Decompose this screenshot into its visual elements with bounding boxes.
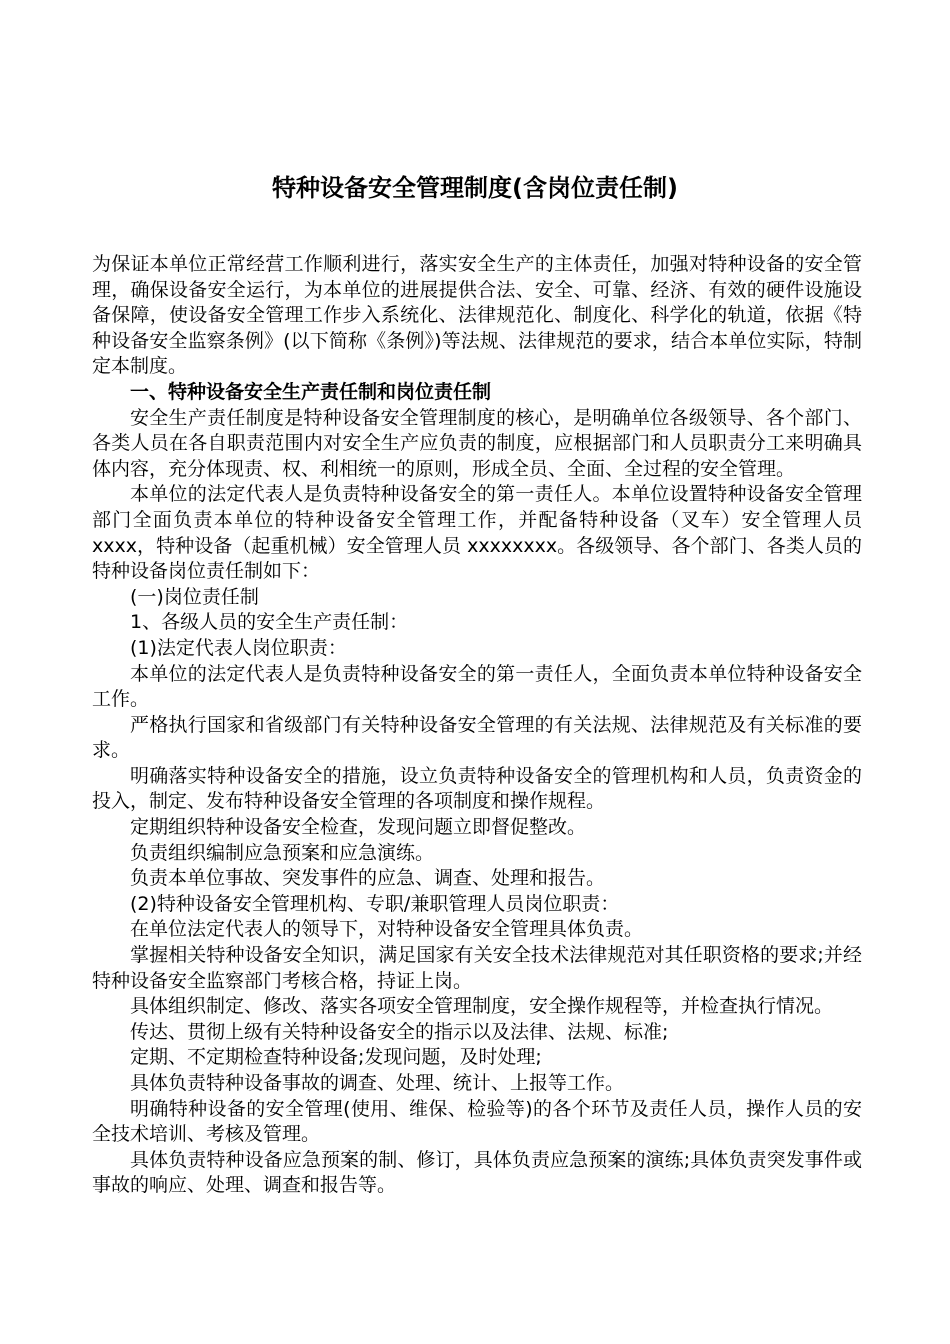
section-heading: 一、特种设备安全生产责任制和岗位责任制 [130,380,492,403]
body-paragraph: 具体组织制定、修改、落实各项安全管理制度，安全操作规程等，并检查执行情况。 [130,995,834,1018]
body-paragraph: 定期、不定期检查特种设备;发现问题，及时处理; [130,1046,542,1069]
body-paragraph: 本单位的法定代表人是负责特种设备安全的第一责任人，全面负责本单位特种设备安全工作。 [92,662,862,711]
body-paragraph: 安全生产责任制度是特种设备安全管理制度的核心，是明确单位各级领导、各个部门、各类人员在各自职责范围内对安全生产应负责的制度，应根据部门和人员职责分工来明确具体内容，充分体现责、权、利相统一的原则，形成全员、全面、全过程的安全管理。 [92,406,862,480]
body-paragraph: 在单位法定代表人的领导下，对特种设备安全管理具体负责。 [130,918,644,941]
body-paragraph: 具体负责特种设备事故的调查、处理、统计、上报等工作。 [130,1072,625,1094]
body-paragraph: 负责组织编制应急预案和应急演练。 [130,841,435,864]
document-title: 特种设备安全管理制度(含岗位责任制) [272,174,678,202]
body-paragraph: 明确落实特种设备安全的措施，设立负责特种设备安全的管理机构和人员，负责资金的投入，制定、发布特种设备安全管理的各项制度和操作规程。 [92,764,862,813]
body-paragraph: 传达、贯彻上级有关特种设备安全的指示以及法律、法规、标准; [130,1020,669,1043]
body-paragraph: 具体负责特种设备应急预案的制、修订，具体负责应急预案的演练;具体负责突发事件或事故的响应、处理、调查和报告等。 [92,1148,862,1197]
body-paragraph: 定期组织特种设备安全检查，发现问题立即督促整改。 [130,816,587,839]
body-paragraph: 明确特种设备的安全管理(使用、维保、检验等)的各个环节及责任人员，操作人员的安全技术培训、考核及管理。 [92,1097,862,1146]
subsection-heading: (2)特种设备安全管理机构、专职/兼职管理人员岗位职责： [130,892,620,915]
subsection-heading: (1)法定代表人岗位职责： [130,636,347,659]
body-paragraph: 严格执行国家和省级部门有关特种设备安全管理的有关法规、法律规范及有关标准的要求。 [92,713,862,762]
body-paragraph: 本单位的法定代表人是负责特种设备安全的第一责任人。本单位设置特种设备安全管理部门全面负责本单位的特种设备安全管理工作，并配备特种设备（叉车）安全管理人员 xxxx，特种设备（起重机械）安全管理人员 xxxxxxxx。各级领导、各个部门、各类人员的特种设备岗位责任制如下： [92,483,862,583]
intro-paragraph: 为保证本单位正常经营工作顺利进行，落实安全生产的主体责任，加强对特种设备的安全管理，确保设备安全运行，为本单位的进展提供合法、安全、可靠、经济、有效的硬件设施设备保障，使设备安全管理工作步入系统化、法律规范化、制度化、科学化的轨道，依据《特种设备安全监察条例》(以下简称《条例》)等法规、法律规范的要求，结合本单位实际，特制定本制度。 [92,253,862,378]
subsection-heading: 1、各级人员的安全生产责任制： [130,611,409,634]
body-paragraph: 掌握相关特种设备安全知识，满足国家有关安全技术法律规范对其任职资格的要求;并经特种设备安全监察部门考核合格，持证上岗。 [92,944,862,992]
subsection-heading: (一)岗位责任制 [130,585,259,608]
document-body [92,252,862,1199]
body-paragraph: 负责本单位事故、突发事件的应急、调查、处理和报告。 [130,867,606,890]
